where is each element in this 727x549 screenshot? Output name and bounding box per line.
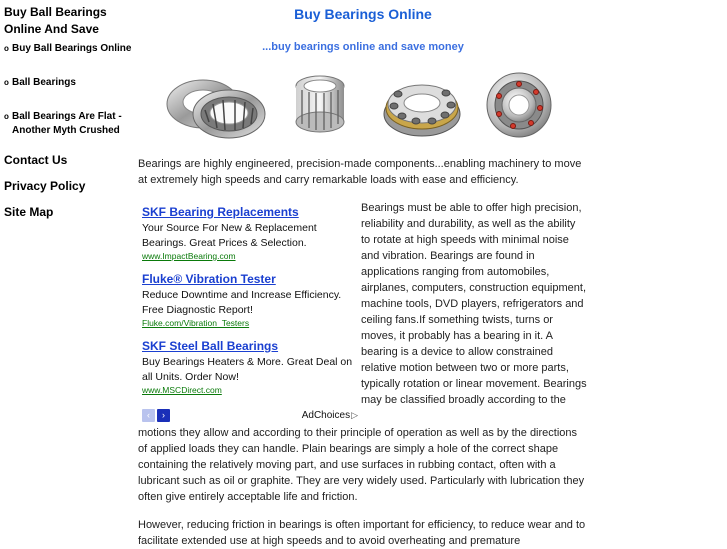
tapered-roller-bearing-image xyxy=(163,70,269,144)
sidebar-item-ball-bearings[interactable] xyxy=(4,76,134,110)
page-title: Buy Bearings Online xyxy=(294,6,432,22)
ad-item xyxy=(142,272,354,329)
ad-navigation xyxy=(142,409,358,423)
privacy-policy-link[interactable]: Privacy Policy xyxy=(4,179,86,193)
needle-roller-bearing-image xyxy=(284,72,356,136)
site-map-link[interactable]: Site Map xyxy=(4,205,54,219)
sidebar-item-label: Ball Bearings Are Flat - Another Myth Crushed xyxy=(12,111,122,136)
ad-block xyxy=(142,205,354,406)
ad-item xyxy=(142,205,354,262)
adchoices-icon: ▷ xyxy=(351,410,358,420)
ad-title-link[interactable]: SKF Steel Ball Bearings xyxy=(142,339,279,353)
intro-paragraph: Bearings are highly engineered, precision-made components...enabling machinery to move at extremely high speeds and carry remarkable loads with ease and efficiency. xyxy=(138,158,582,186)
ad-prev-arrow-icon[interactable]: ‹ xyxy=(142,409,155,422)
ad-description: Buy Bearings Heaters & More. Great Deal on all Units. Order Now! xyxy=(142,356,353,383)
friction-paragraph: However, reducing friction in bearings is often important for efficiency, to reduce wear and to facilitate extended use at high speeds and to avoid overheating and premature xyxy=(138,519,586,547)
ball-bearing-image xyxy=(484,70,554,140)
adchoices-link[interactable] xyxy=(302,409,358,422)
sidebar-item-label: Ball Bearings xyxy=(12,77,76,88)
right-column-paragraph: Bearings must be able to offer high precision, reliability and durability, as well as the ability to rotate at high speeds with minimal noise and vibration. Bearings are found in applications ranging from automobiles, airplanes, computers, construction equipment, machine tools, DVD players, refrigerators and ceiling fans.If something twists, turns or moves, it probably has a bearing in it. A bearing is a device to allow constrained relative motion between two or more parts, typically rotation or linear movement. Bearings may be classified broadly according to the xyxy=(361,202,587,406)
bullet-icon: o xyxy=(4,44,9,53)
sidebar-item-buy-ball-bearings-online[interactable] xyxy=(4,42,134,76)
ad-title-link[interactable]: Fluke® Vibration Tester xyxy=(142,272,276,286)
sidebar-item-ball-bearings-are-flat[interactable] xyxy=(4,110,134,152)
bullet-icon: o xyxy=(4,112,9,121)
sidebar xyxy=(4,4,134,220)
sidebar-subnav xyxy=(4,42,134,152)
ad-title-link[interactable]: SKF Bearing Replacements xyxy=(142,205,299,219)
sidebar-heading-link[interactable]: Buy Ball Bearings Online And Save xyxy=(4,5,107,36)
ad-item xyxy=(142,339,354,396)
ad-url-link[interactable]: www.ImpactBearing.com xyxy=(142,251,236,261)
ad-url-link[interactable]: Fluke.com/Vibration_Testers xyxy=(142,318,250,328)
tagline: ...buy bearings online and save money xyxy=(262,41,464,53)
ad-description: Reduce Downtime and Increase Efficiency. Free Diagnostic Report! xyxy=(142,289,342,316)
sidebar-item-label: Buy Ball Bearings Online xyxy=(12,43,132,54)
adchoices-label: AdChoices xyxy=(301,410,351,421)
contact-us-link[interactable]: Contact Us xyxy=(4,153,68,167)
bullet-icon: o xyxy=(4,78,9,87)
thrust-bearing-image xyxy=(380,70,462,140)
ad-next-arrow-icon[interactable]: › xyxy=(157,409,170,422)
continuation-paragraph: motions they allow and according to their principle of operation as well as by the directions of applied loads they can handle. Plain bearings are simply a hole of the correct shape containing the relatively moving part, and use surfaces in rubbing contact, often with a lubricant such as oil or graphite. They are very widely used. Particularly with lubrication they often give entirely acceptable life and friction. xyxy=(138,427,585,503)
ad-description: Your Source For New & Replacement Bearings. Great Prices & Selection. xyxy=(142,222,317,249)
ad-url-link[interactable]: www.MSCDirect.com xyxy=(142,385,222,395)
